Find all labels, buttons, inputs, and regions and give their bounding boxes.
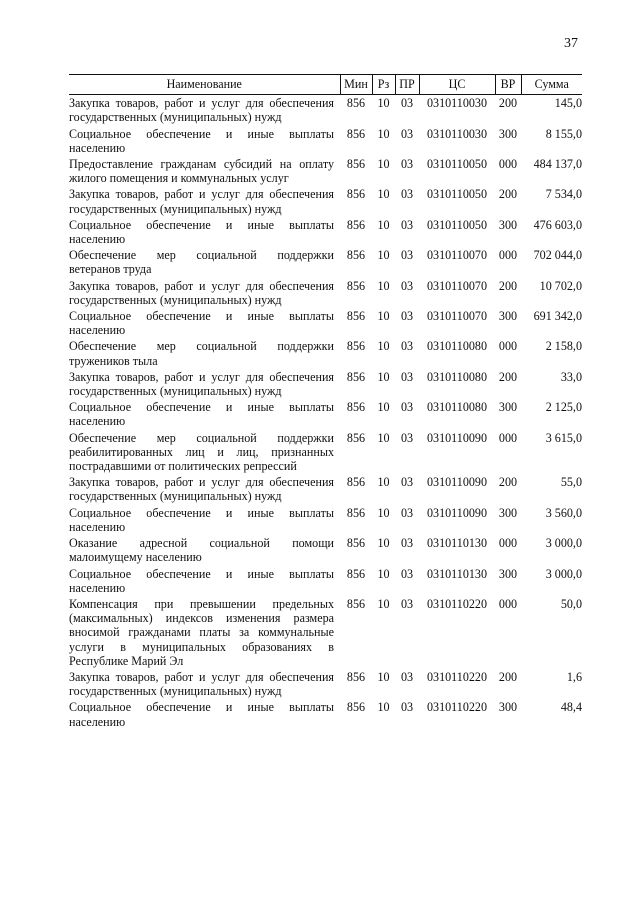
table-row [69, 536, 582, 566]
table-row [69, 248, 582, 278]
cell-pr: 03 [400, 566, 414, 581]
cell-min: 856 [346, 187, 366, 202]
cell-vr: 300 [498, 400, 518, 415]
cell-vr: 000 [498, 339, 518, 354]
cell-min: 856 [346, 700, 366, 715]
cell-rz: 10 [377, 217, 390, 232]
table-row [69, 218, 582, 248]
cell-sum: 2 158,0 [545, 339, 582, 354]
cell-vr: 300 [498, 309, 518, 324]
cell-vr: 300 [498, 700, 518, 715]
cell-sum: 55,0 [560, 475, 582, 490]
cell-cs: 0310110070 [426, 309, 488, 324]
table-row [69, 95, 582, 127]
table-row [69, 279, 582, 309]
cell-rz: 10 [377, 536, 390, 551]
cell-rz: 10 [377, 339, 390, 354]
cell-name: Социальное обеспечение и иные выплаты населению [69, 126, 334, 155]
cell-sum: 1,6 [566, 669, 582, 684]
cell-rz: 10 [377, 400, 390, 415]
cell-min: 856 [346, 669, 366, 684]
cell-pr: 03 [400, 278, 414, 293]
cell-rz: 10 [377, 278, 390, 293]
cell-sum: 476 603,0 [533, 217, 582, 232]
table-row [69, 475, 582, 505]
cell-min: 856 [346, 400, 366, 415]
table-header [69, 75, 582, 95]
cell-min: 856 [346, 157, 366, 172]
table-row [69, 339, 582, 369]
cell-cs: 0310110050 [426, 157, 488, 172]
cell-name: Оказание адресной социальной помощи малоимущему населению [69, 536, 334, 565]
cell-min: 856 [346, 309, 366, 324]
cell-sum: 691 342,0 [533, 309, 582, 324]
cell-cs: 0310110080 [426, 339, 488, 354]
cell-rz: 10 [377, 248, 390, 263]
cell-name: Закупка товаров, работ и услуг для обеспечения государственных (муниципальных) нужд [69, 669, 334, 699]
cell-cs: 0310110090 [426, 430, 488, 445]
cell-cs: 0310110080 [426, 400, 488, 415]
cell-vr: 000 [498, 430, 518, 445]
cell-min: 856 [346, 475, 366, 490]
cell-sum: 484 137,0 [533, 157, 582, 172]
cell-min: 856 [346, 126, 366, 141]
cell-rz: 10 [377, 157, 390, 172]
cell-pr: 03 [400, 157, 414, 172]
cell-min: 856 [346, 536, 366, 551]
cell-sum: 2 125,0 [545, 400, 582, 415]
table-body [69, 95, 582, 731]
cell-name: Закупка товаров, работ и услуг для обеспечения государственных (муниципальных) нужд [69, 187, 334, 216]
cell-name: Социальное обеспечение и иные выплаты населению [69, 700, 334, 729]
cell-sum: 33,0 [560, 369, 582, 384]
cell-rz: 10 [377, 596, 390, 611]
header-name: Наименование [69, 75, 340, 95]
cell-sum: 145,0 [554, 96, 582, 111]
table-row [69, 597, 582, 670]
cell-cs: 0310110070 [426, 248, 488, 263]
cell-vr: 300 [498, 566, 518, 581]
cell-pr: 03 [400, 400, 414, 415]
cell-sum: 3 000,0 [545, 536, 582, 551]
cell-cs: 0310110090 [426, 475, 488, 490]
cell-pr: 03 [400, 369, 414, 384]
cell-sum: 48,4 [560, 700, 582, 715]
budget-table [69, 74, 582, 731]
cell-vr: 300 [498, 217, 518, 232]
cell-pr: 03 [400, 126, 414, 141]
cell-min: 856 [346, 430, 366, 445]
cell-pr: 03 [400, 505, 414, 520]
header-vr: ВР [495, 75, 521, 95]
page-number: 37 [564, 36, 578, 51]
cell-min: 856 [346, 369, 366, 384]
cell-cs: 0310110090 [426, 505, 488, 520]
cell-vr: 000 [498, 596, 518, 611]
cell-sum: 10 702,0 [539, 278, 582, 293]
table-row [69, 187, 582, 217]
cell-pr: 03 [400, 430, 414, 445]
cell-vr: 200 [498, 369, 518, 384]
cell-min: 856 [346, 339, 366, 354]
cell-name: Закупка товаров, работ и услуг для обеспечения государственных (муниципальных) нужд [69, 96, 334, 125]
cell-name: Закупка товаров, работ и услуг для обеспечения государственных (муниципальных) нужд [69, 369, 334, 399]
table-row [69, 431, 582, 476]
cell-cs: 0310110220 [426, 596, 488, 611]
cell-cs: 0310110070 [426, 278, 488, 293]
table-row [69, 157, 582, 187]
cell-pr: 03 [400, 475, 414, 490]
cell-rz: 10 [377, 187, 390, 202]
table-row [69, 700, 582, 730]
table-row [69, 506, 582, 536]
cell-min: 856 [346, 217, 366, 232]
cell-name: Социальное обеспечение и иные выплаты населению [69, 566, 334, 595]
cell-rz: 10 [377, 126, 390, 141]
cell-min: 856 [346, 505, 366, 520]
cell-cs: 0310110220 [426, 700, 488, 715]
header-cs: ЦС [419, 75, 495, 95]
cell-min: 856 [346, 566, 366, 581]
cell-min: 856 [346, 278, 366, 293]
cell-sum: 50,0 [560, 596, 582, 611]
cell-name: Предоставление гражданам субсидий на оплату жилого помещения и коммунальных услуг [69, 157, 334, 186]
cell-pr: 03 [400, 217, 414, 232]
table-row [69, 309, 582, 339]
cell-name: Закупка товаров, работ и услуг для обеспечения государственных (муниципальных) нужд [69, 278, 334, 307]
cell-name: Обеспечение мер социальной поддержки реабилитированных лиц и лиц, признанных пострадавшими от политических репрессий [69, 430, 334, 474]
cell-sum: 3 615,0 [545, 430, 582, 445]
cell-cs: 0310110030 [426, 96, 488, 111]
cell-rz: 10 [377, 566, 390, 581]
cell-vr: 000 [498, 248, 518, 263]
cell-sum: 7 534,0 [545, 187, 582, 202]
cell-cs: 0310110050 [426, 217, 488, 232]
cell-min: 856 [346, 248, 366, 263]
cell-sum: 702 044,0 [533, 248, 582, 263]
cell-rz: 10 [377, 96, 390, 111]
cell-cs: 0310110030 [426, 126, 488, 141]
cell-sum: 8 155,0 [545, 126, 582, 141]
cell-pr: 03 [400, 96, 414, 111]
cell-vr: 200 [498, 96, 518, 111]
header-pr: ПР [395, 75, 419, 95]
cell-rz: 10 [377, 369, 390, 384]
cell-rz: 10 [377, 700, 390, 715]
table-row [69, 567, 582, 597]
cell-name: Обеспечение мер социальной поддержки тружеников тыла [69, 339, 334, 368]
cell-name: Социальное обеспечение и иные выплаты населению [69, 505, 334, 534]
cell-vr: 000 [498, 536, 518, 551]
header-min: Мин [340, 75, 372, 95]
cell-vr: 300 [498, 505, 518, 520]
cell-name: Компенсация при превышении предельных (максимальных) индексов изменения размера вносимой гражданами платы за коммунальные услуги в муниципальных образованиях в Республике Марий Эл [69, 596, 334, 668]
cell-name: Социальное обеспечение и иные выплаты населению [69, 400, 334, 429]
cell-name: Социальное обеспечение и иные выплаты населению [69, 217, 334, 247]
cell-name: Закупка товаров, работ и услуг для обеспечения государственных (муниципальных) нужд [69, 475, 334, 504]
cell-pr: 03 [400, 187, 414, 202]
cell-rz: 10 [377, 669, 390, 684]
table-row [69, 670, 582, 700]
cell-pr: 03 [400, 596, 414, 611]
cell-vr: 300 [498, 126, 518, 141]
cell-rz: 10 [377, 309, 390, 324]
table-row [69, 127, 582, 157]
cell-rz: 10 [377, 475, 390, 490]
cell-pr: 03 [400, 309, 414, 324]
cell-cs: 0310110130 [426, 536, 488, 551]
cell-cs: 0310110130 [426, 566, 488, 581]
table-row [69, 370, 582, 400]
cell-pr: 03 [400, 339, 414, 354]
cell-pr: 03 [400, 248, 414, 263]
cell-vr: 200 [498, 669, 518, 684]
cell-cs: 0310110080 [426, 369, 488, 384]
cell-min: 856 [346, 96, 366, 111]
cell-vr: 200 [498, 278, 518, 293]
header-rz: Рз [372, 75, 395, 95]
cell-pr: 03 [400, 536, 414, 551]
cell-pr: 03 [400, 700, 414, 715]
cell-pr: 03 [400, 669, 414, 684]
cell-min: 856 [346, 596, 366, 611]
table-row [69, 400, 582, 430]
cell-cs: 0310110220 [426, 669, 488, 684]
cell-rz: 10 [377, 505, 390, 520]
cell-sum: 3 560,0 [545, 505, 582, 520]
cell-sum: 3 000,0 [545, 566, 582, 581]
header-row [69, 75, 582, 95]
header-sum: Сумма [521, 75, 582, 95]
cell-cs: 0310110050 [426, 187, 488, 202]
cell-vr: 200 [498, 187, 518, 202]
cell-vr: 000 [498, 157, 518, 172]
cell-rz: 10 [377, 430, 390, 445]
cell-name: Социальное обеспечение и иные выплаты населению [69, 309, 334, 338]
cell-vr: 200 [498, 475, 518, 490]
cell-name: Обеспечение мер социальной поддержки ветеранов труда [69, 248, 334, 277]
